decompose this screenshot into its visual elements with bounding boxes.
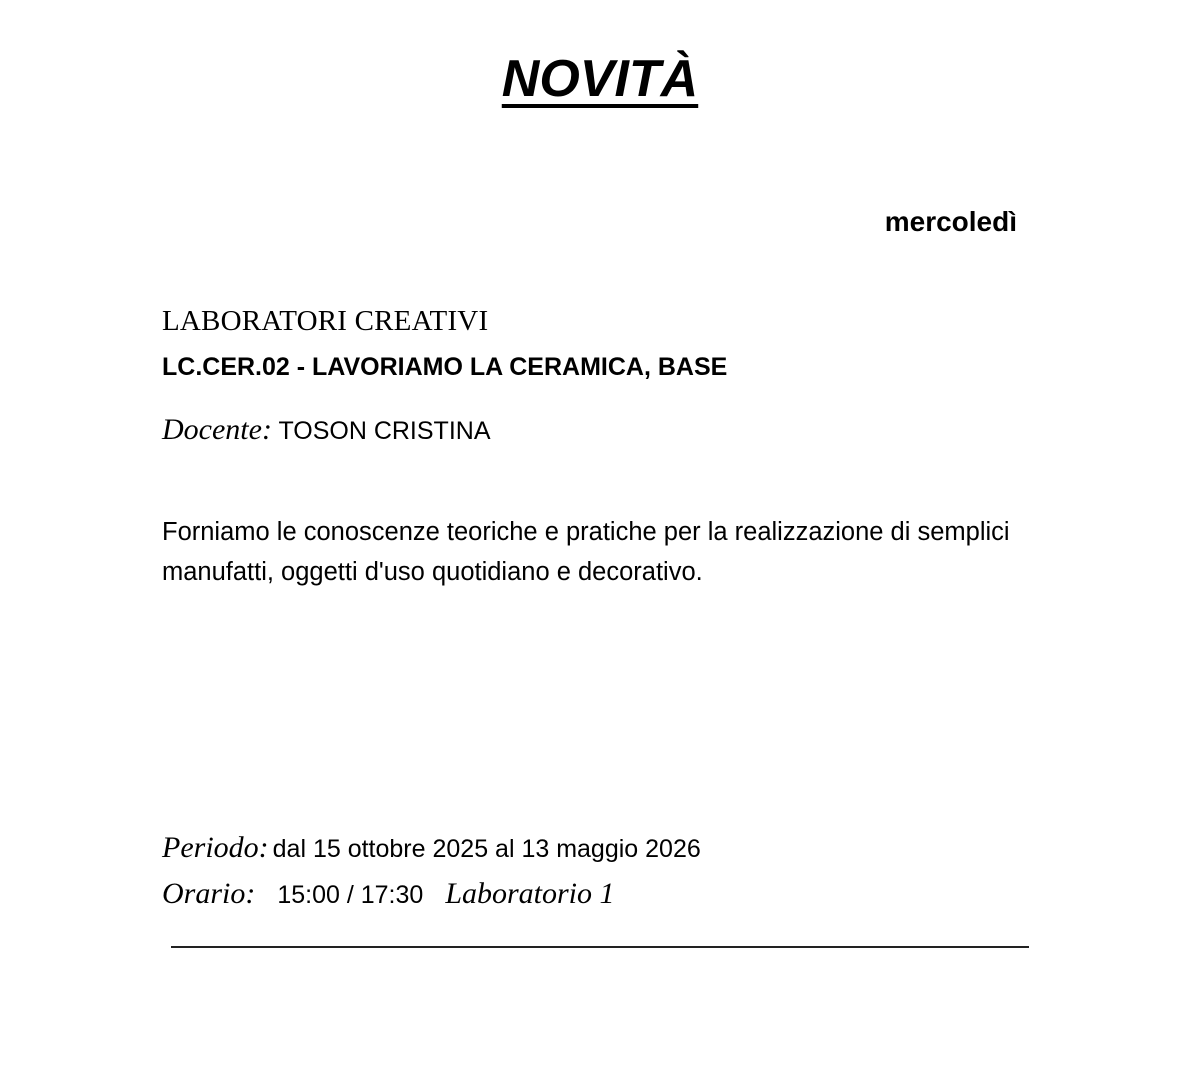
schedule-time: 15:00 / 17:30 [277, 881, 424, 909]
schedule-room: Laboratorio 1 [445, 877, 615, 910]
period-line [162, 828, 701, 873]
page-title [0, 44, 1200, 114]
weekday-label: mercoledì [884, 206, 1017, 237]
period-value: dal 15 ottobre 2025 al 13 maggio 2026 [272, 835, 701, 863]
course-category: LABORATORI CREATIVI [162, 305, 489, 337]
course-title: LC.CER.02 - LAVORIAMO LA CERAMICA, BASE [162, 353, 728, 381]
schedule-line [162, 874, 615, 919]
page-title-text: NOVITÀ [501, 50, 699, 108]
teacher-name: TOSON CRISTINA [278, 417, 491, 445]
teacher-label: Docente: [162, 413, 272, 446]
course-description: Forniamo le conoscenze teoriche e pratiche per la realizzazione di semplici manufatti, oggetti d'uso quotidiano e decorativo. [162, 518, 1010, 586]
teacher-line [162, 412, 491, 449]
schedule-label: Orario: [162, 877, 256, 910]
period-label: Periodo: [162, 831, 269, 864]
divider-line [171, 946, 1029, 948]
